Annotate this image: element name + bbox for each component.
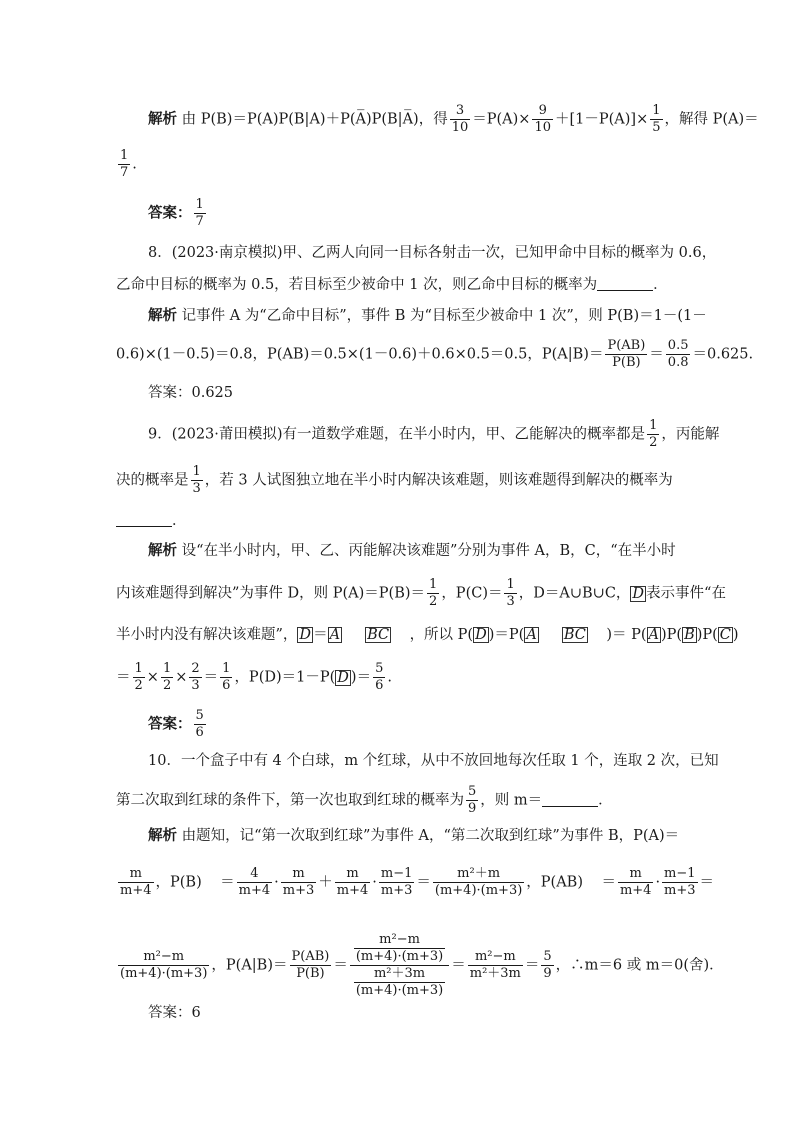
fraction: $\frac{5}{6}$ [195, 708, 204, 740]
answer-blank [542, 792, 598, 807]
q8-explanation-line2: 0.6)×(1－0.5)＝0.8，P(AB)＝0.5×(1－0.6)＋0.6×0.5＝0.5，P(A|B)＝ $\frac{P(AB)}{P(B)}$ ＝ $\frac{0.5}{0.8}$ ＝0.625. [116, 338, 754, 370]
fraction: $\frac{2}{3}$ [191, 661, 200, 693]
complement-symbol: A [329, 627, 341, 643]
fraction: $\frac{m}{m+3}$ [282, 866, 315, 898]
complement-symbol: D [475, 627, 487, 643]
q7-text-b: ＝P(A)× [472, 111, 531, 128]
q9-stem-line2: 决的概率是 $\frac{1}{3}$ ，若 3 人试图独立地在半小时内解决该难题，则该难题得到解决的概率为 [116, 464, 673, 496]
complement-symbol: BC [563, 627, 586, 643]
q10-answer: 答案：6 [148, 1005, 201, 1021]
q10-explanation-line3: $\frac{\text{m²−m}}{(m+4)\cdot(m+3)}$ ，P(A|B)＝ $\frac{P(AB)}{P(B)}$ ＝ $\frac{\frac{\text{m²−m}}{(m+4)\cdot(m+3)}}{\frac{\text{m²＋3m}}{(m+4)\cdot(m+3)}}$ ＝ $\frac{\text{m²−m}}{\text{m²＋3m}}$ ＝ $\frac{5}{9}$ ，∴m＝6 或 m＝0(舍)． [120, 932, 724, 998]
q9-explanation-line1: 解析 设“在半小时内，甲、乙、丙能解决该难题”分别为事件 A，B，C，“在半小时 [148, 542, 676, 559]
explanation-label: 解析 [148, 542, 177, 559]
complement-symbol: C [719, 627, 731, 643]
fraction: $\frac{1}{2}$ [134, 661, 143, 693]
fraction: $\frac{P(AB)}{P(B)}$ [291, 949, 330, 981]
q8-answer: 答案：0.625 [148, 385, 234, 401]
q10-explanation-line1: 解析 由题知，记“第一次取到红球”为事件 A，“第二次取到红球”为事件 B，P(A)＝ [148, 827, 680, 844]
fraction: $\frac{\text{m²−m}}{(m+4)\cdot(m+3)}$ [355, 932, 444, 964]
fraction: $\frac{1}{5}$ [652, 103, 661, 135]
fraction: $\frac{0.5}{0.8}$ [667, 338, 689, 370]
q9-explanation-line4: ＝ $\frac{1}{2}$ × $\frac{1}{2}$ × $\frac{2}{3}$ ＝ $\frac{1}{6}$ ，P(D)＝1－P( D )＝ $\frac{5}{6}$ . [116, 661, 392, 693]
fraction: $\frac{m-1}{m+3}$ [380, 866, 413, 898]
fraction: $\frac{\text{m²＋3m}}{(m+4)\cdot(m+3)}$ [355, 966, 444, 998]
fraction: $\frac{1}{3}$ [192, 464, 201, 496]
q7-text-c: ＋[1－P(A)]× [555, 111, 649, 128]
q9-stem-line3: ． [116, 511, 187, 531]
q8-stem-line1: 8．(2023·南京模拟)甲、乙两人向同一目标各射击一次，已知甲命中目标的概率为 0.6， [148, 245, 717, 261]
fraction: $\frac{1}{2}$ [162, 661, 172, 693]
q9-explanation-line3: 半小时内没有解决该难题”， D ＝ A BC ，所以 P( D )＝P( A BC )＝ P( A )P( B )P( C ) [116, 627, 739, 643]
fraction: $\frac{5}{6}$ [375, 661, 384, 693]
answer-blank [116, 512, 172, 527]
fraction: $\frac{m}{m+4}$ [336, 866, 369, 898]
fraction: $\frac{3}{10}$ [451, 103, 469, 135]
complement-symbol: D [337, 669, 349, 686]
q9-stem-line1: 9．(2023·莆田模拟)有一道数学难题，在半小时内，甲、乙能解决的概率都是 $\frac{1}{2}$ ，丙能解 [148, 418, 720, 450]
fraction: $\frac{1}{6}$ [222, 661, 231, 693]
fraction: $\frac{\text{m²＋m}}{(m+4)\cdot(m+3)}$ [434, 866, 523, 898]
complement-symbol: D [299, 627, 312, 643]
fraction: $\frac{9}{10}$ [534, 103, 551, 135]
q8-explanation-line1: 解析 记事件 A 为“乙命中目标”，事件 B 为“目标至少被命中 1 次”，则 P(B)＝1－(1－ [148, 307, 707, 324]
fraction: $\frac{P(AB)}{P(B)}$ [607, 338, 646, 370]
fraction: $\frac{1}{7}$ [120, 148, 129, 180]
q9-explanation-line2: 内该难题得到解决”为事件 D，则 P(A)＝P(B)＝ $\frac{1}{2}$ ，P(C)＝ $\frac{1}{3}$ ，D＝A∪B∪C， D 表示事件“在 [116, 577, 726, 609]
q10-stem-line2: 第二次取到红球的条件下，第一次也取到红球的概率为 $\frac{5}{9}$ ，则 m＝ ． [116, 784, 613, 816]
q8-stem-line2: 乙命中目标的概率为 0.5，若目标至少被命中 1 次，则乙命中目标的概率为 ． [116, 277, 668, 293]
compound-fraction [350, 932, 449, 999]
fraction: $\frac{\text{m²−m}}{(m+4)\cdot(m+3)}$ [120, 949, 208, 981]
fraction: $\frac{\text{m²−m}}{\text{m²＋3m}}$ [469, 949, 521, 981]
fraction: $\frac{5}{9}$ [543, 949, 552, 981]
fraction: $\frac{5}{9}$ [468, 784, 477, 816]
explanation-label: 解析 [148, 110, 177, 128]
fraction: $\frac{1}{3}$ [506, 577, 515, 609]
explanation-label: 解析 [148, 827, 177, 844]
complement-symbol: A [648, 627, 659, 643]
answer-blank [597, 276, 653, 291]
q7-text-d: ，解得 P(A)＝ [664, 111, 759, 128]
q7-answer: 答案： $\frac{1}{7}$ [148, 197, 204, 229]
fraction: $\frac{m-1}{m+3}$ [664, 866, 696, 898]
complement-symbol: D [632, 585, 645, 602]
explanation-label: 解析 [148, 307, 177, 324]
complement-symbol: A [526, 627, 537, 643]
fraction: $\frac{1}{2}$ [649, 418, 658, 450]
q10-explanation-line2: $\frac{m}{m+4}$ ，P(B) ＝ $\frac{4}{m+4}$ · $\frac{m}{m+3}$ ＋ $\frac{m}{m+4}$ · $\frac{m-1}{m+3}$ ＝ $\frac{\text{m²＋m}}{(m+4)\cdot(m+3)}$ ，P(AB) ＝ $\frac{m}{m+4}$ · $\frac{m-1}{m+3}$ ＝ [120, 866, 715, 898]
q10-stem-line1: 10．一个盒子中有 4 个白球，m 个红球，从中不放回地每次任取 1 个，连取 2 次，已知 [148, 753, 719, 769]
q9-answer: 答案： $\frac{5}{6}$ [148, 708, 204, 740]
fraction: $\frac{1}{2}$ [429, 577, 438, 609]
fraction: $\frac{1}{7}$ [195, 197, 204, 229]
complement-symbol: B [684, 627, 695, 643]
q7-explanation-line1 [148, 103, 759, 136]
fraction: $\frac{4}{m+4}$ [238, 866, 271, 898]
q7-text-a: 由 P(B)＝P(A)P(B|A)＋P(A̅)P(B|A̅)，得 [181, 111, 448, 128]
q7-explanation-line2: $\frac{1}{7}$ . [120, 148, 137, 180]
complement-symbol: BC [367, 627, 390, 643]
fraction: $\frac{m}{m+4}$ [619, 866, 652, 898]
fraction: $\frac{m}{m+4}$ [120, 866, 152, 898]
